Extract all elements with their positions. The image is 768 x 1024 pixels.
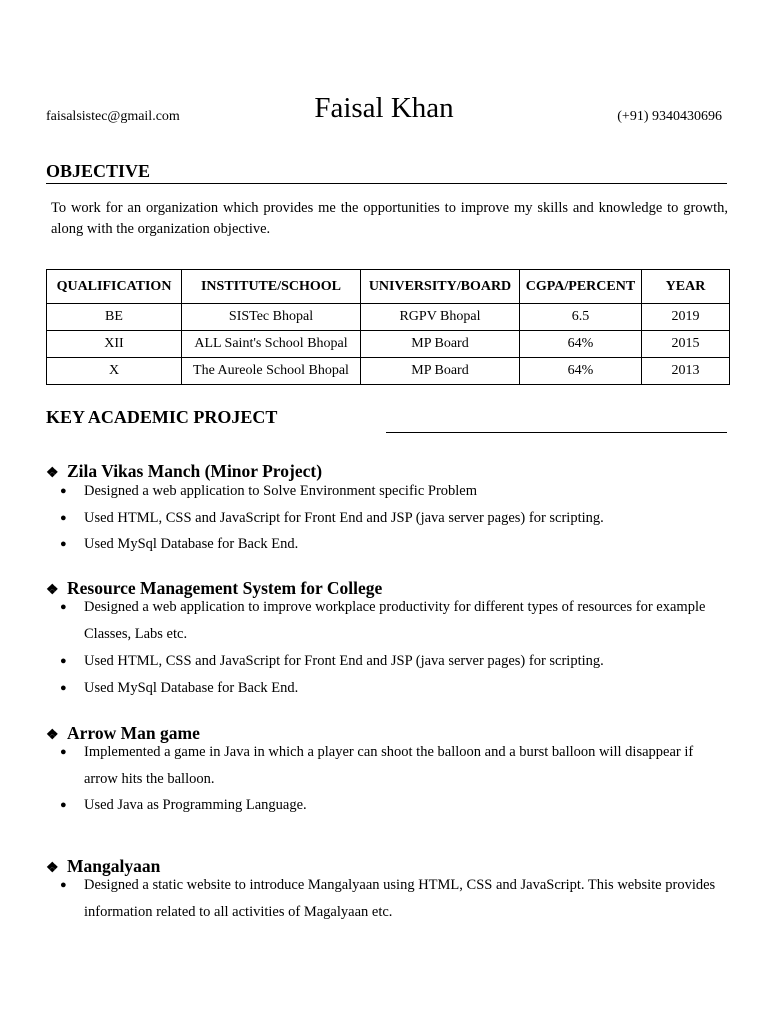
list-item (60, 594, 724, 648)
table-header-row (47, 270, 730, 304)
objective-text: To work for an organization which provides me the opportunities to improve my skills and knowledge to growth, along with the organization objective. (51, 200, 728, 237)
list-item (60, 675, 724, 702)
bullet-dot-icon: ● (60, 538, 67, 550)
bullet-dot-icon: ● (60, 512, 67, 524)
bullet-dot-icon: ● (60, 655, 67, 667)
table-cell: 64% (520, 358, 642, 385)
table-row (47, 304, 730, 331)
projects-divider (386, 432, 727, 433)
bullet-dot-icon: ● (60, 799, 67, 811)
table-cell: 2015 (642, 331, 730, 358)
table-cell: The Aureole School Bhopal (182, 358, 361, 385)
list-item (60, 505, 724, 532)
list-item-text: Used HTML, CSS and JavaScript for Front End and JSP (java server pages) for scripting. (84, 653, 604, 669)
table-cell: 6.5 (520, 304, 642, 331)
objective-divider (46, 183, 727, 184)
bullet-dot-icon: ● (60, 601, 67, 613)
phone-text: (+91) 9340430696 (617, 109, 722, 124)
projects-heading: KEY ACADEMIC PROJECT (46, 407, 278, 427)
table-cell: 2013 (642, 358, 730, 385)
list-item-text: Designed a static website to introduce Mangalyaan using HTML, CSS and JavaScript. This website provides information related to all activities of Magalyaan etc. (84, 877, 716, 920)
table-cell: ALL Saint's School Bhopal (182, 331, 361, 358)
list-item-text: Used MySql Database for Back End. (84, 680, 299, 696)
list-item (60, 648, 724, 675)
bullet-dot-icon: ● (60, 682, 67, 694)
list-item-text: Used MySql Database for Back End. (84, 536, 299, 552)
list-item (60, 792, 724, 819)
list-item-text: Implemented a game in Java in which a player can shoot the balloon and a burst balloon will disappear if arrow hits the balloon. (84, 744, 694, 787)
table-cell: X (47, 358, 182, 385)
table-cell: XII (47, 331, 182, 358)
header-year: YEAR (642, 270, 730, 304)
table-cell: SISTec Bhopal (182, 304, 361, 331)
table-cell: MP Board (361, 331, 520, 358)
list-item (60, 739, 724, 793)
table-row (47, 331, 730, 358)
diamond-bullet-icon: ❖ (46, 728, 59, 743)
diamond-bullet-icon: ❖ (46, 466, 59, 481)
table-cell: 2019 (642, 304, 730, 331)
education-table (46, 269, 730, 385)
diamond-bullet-icon: ❖ (46, 861, 59, 876)
list-item-text: Designed a web application to Solve Environment specific Problem (84, 483, 478, 499)
table-cell: BE (47, 304, 182, 331)
project-title-text: Zila Vikas Manch (Minor Project) (67, 461, 323, 481)
header-qualification: QUALIFICATION (47, 270, 182, 304)
bullet-dot-icon: ● (60, 746, 67, 758)
diamond-bullet-icon: ❖ (46, 583, 59, 598)
candidate-name: Faisal Khan (314, 92, 454, 124)
list-item-text: Used HTML, CSS and JavaScript for Front End and JSP (java server pages) for scripting. (84, 510, 604, 526)
objective-heading: OBJECTIVE (46, 161, 151, 181)
list-item (60, 531, 724, 558)
list-item (60, 478, 724, 505)
table-cell: MP Board (361, 358, 520, 385)
list-item (60, 872, 724, 926)
project-title-text: Arrow Man game (67, 723, 200, 743)
table-cell: 64% (520, 331, 642, 358)
project-title-text: Mangalyaan (67, 856, 161, 876)
bullet-dot-icon: ● (60, 485, 67, 497)
list-item-text: Used Java as Programming Language. (84, 797, 307, 813)
table-cell: RGPV Bhopal (361, 304, 520, 331)
list-item-text: Designed a web application to improve workplace productivity for different types of resources for example Classes, Labs etc. (84, 599, 706, 642)
header-cgpa: CGPA/PERCENT (520, 270, 642, 304)
table-row (47, 358, 730, 385)
header-institute: INSTITUTE/SCHOOL (182, 270, 361, 304)
header-university: UNIVERSITY/BOARD (361, 270, 520, 304)
bullet-dot-icon: ● (60, 879, 67, 891)
project-title-text: Resource Management System for College (67, 578, 383, 598)
email-text: faisalsistec@gmail.com (46, 109, 180, 124)
